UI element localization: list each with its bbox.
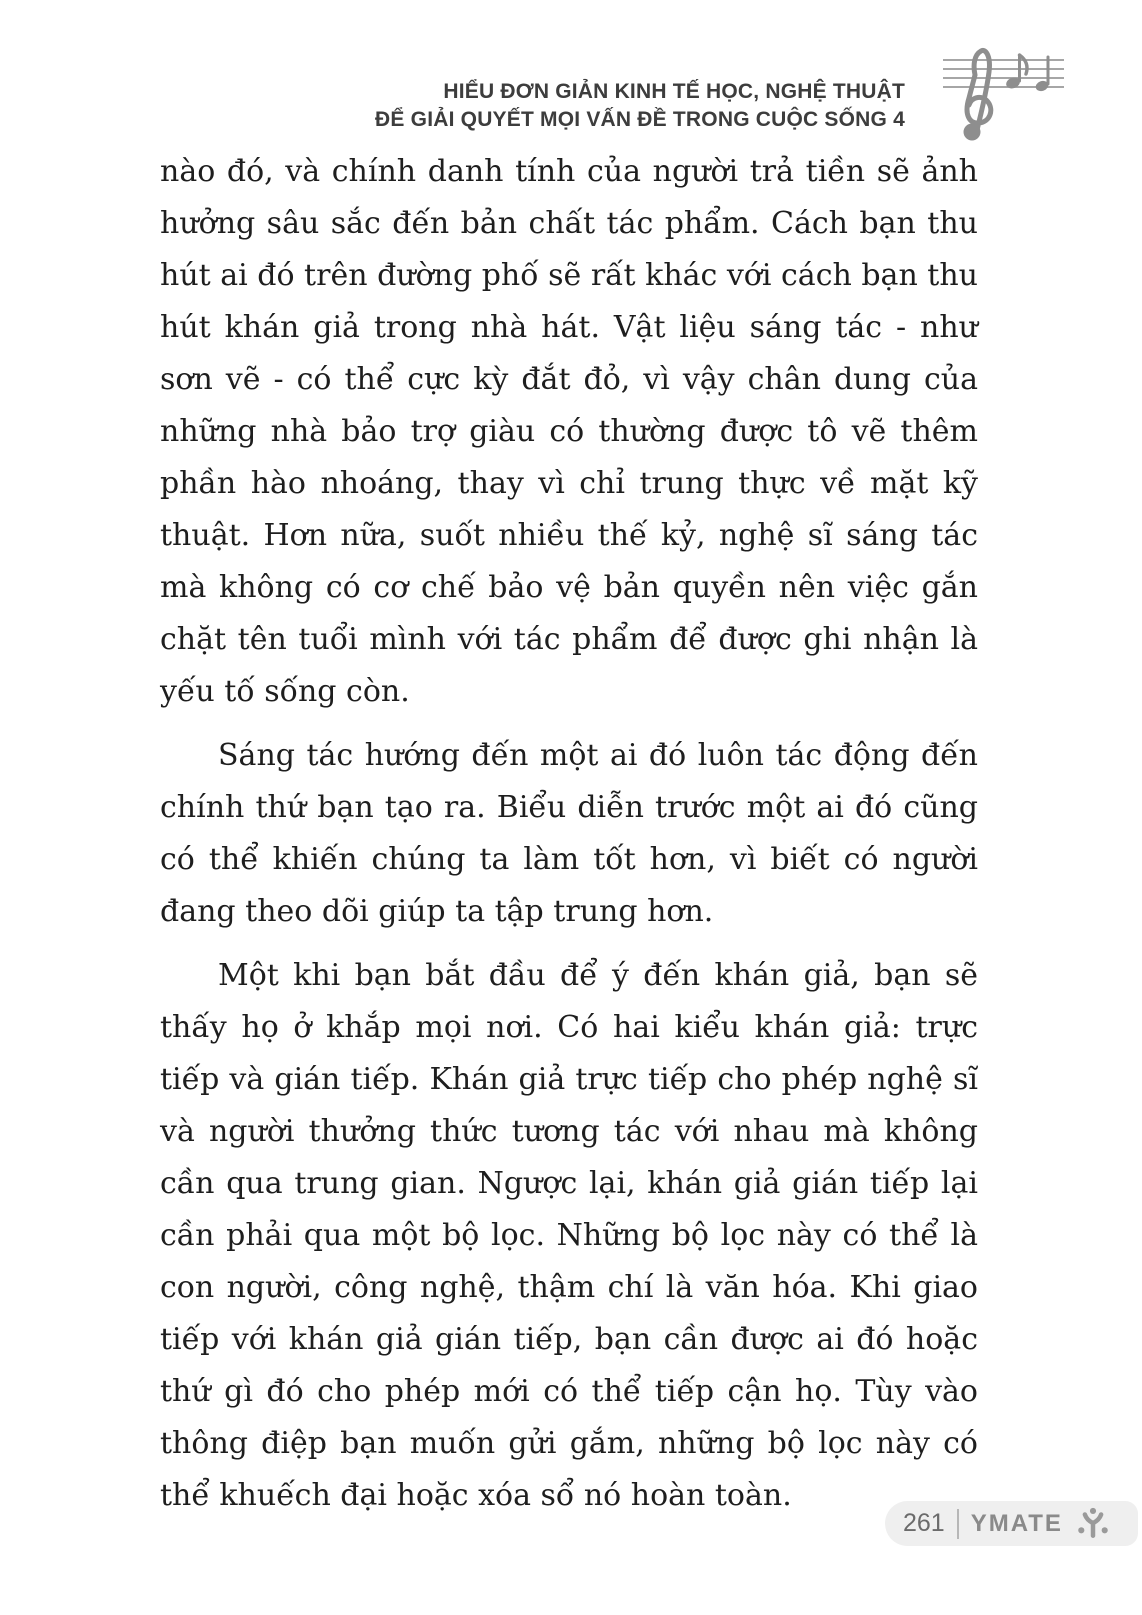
quarter-note-icon [1034, 57, 1049, 93]
paragraph: Sáng tác hướng đến một ai đó luôn tác động đến chính thứ bạn tạo ra. Biểu diễn trước một ai đó cũng có thể khiến chúng ta làm tốt hơn, vì biết có người đang theo dõi giúp ta tập trung hơn. [160, 738, 978, 929]
page-footer [885, 1501, 1138, 1546]
header-title-line2: ĐỂ GIẢI QUYẾT MỌI VẤN ĐỀ TRONG CUỘC SỐNG 4 [375, 108, 905, 131]
paragraph: Một khi bạn bắt đầu để ý đến khán giả, bạn sẽ thấy họ ở khắp mọi nơi. Có hai kiểu khán giả: trực tiếp và gián tiếp. Khán giả trực tiếp cho phép nghệ sĩ và người thưởng thức tương tác với nhau mà không cần qua trung gian. Ngược lại, khán giả gián tiếp lại cần phải qua một bộ lọc. Những bộ lọc này có thể là con người, công nghệ, thậm chí là văn hóa. Khi giao tiếp với khán giả gián tiếp, bạn cần được ai đó hoặc thứ gì đó cho phép mới có thể tiếp cận họ. Tùy vào thông điệp bạn muốn gửi gắm, những bộ lọc này có thể khuếch đại hoặc xóa sổ nó hoàn toàn. [160, 958, 978, 1513]
music-notes-icon [918, 44, 1066, 158]
page-number: 261 [903, 1509, 945, 1537]
footer-divider [957, 1509, 959, 1539]
header-title-line1: HIỂU ĐƠN GIẢN KINH TẾ HỌC, NGHỆ THUẬT [443, 80, 905, 103]
brand-name: YMATE [970, 1509, 1063, 1537]
paragraph: nào đó, và chính danh tính của người trả tiền sẽ ảnh hưởng sâu sắc đến bản chất tác phẩm. Cách bạn thu hút ai đó trên đường phố sẽ rất khác với cách bạn thu hút khán giả trong nhà hát. Vật liệu sáng tác - như sơn vẽ - có thể cực kỳ đắt đỏ, vì vậy chân dung của những nhà bảo trợ giàu có thường được tô vẽ thêm phần hào nhoáng, thay vì chỉ trung thực về mặt kỹ thuật. Hơn nữa, suốt nhiều thế kỷ, nghệ sĩ sáng tác mà không có cơ chế bảo vệ bản quyền nên việc gắn chặt tên tuổi mình với tác phẩm để được ghi nhận là yếu tố sống còn. [160, 154, 978, 709]
page-body [160, 146, 978, 1534]
ymate-logo-icon [1075, 1506, 1111, 1542]
treble-clef-icon [964, 50, 991, 140]
page-header [0, 78, 905, 134]
